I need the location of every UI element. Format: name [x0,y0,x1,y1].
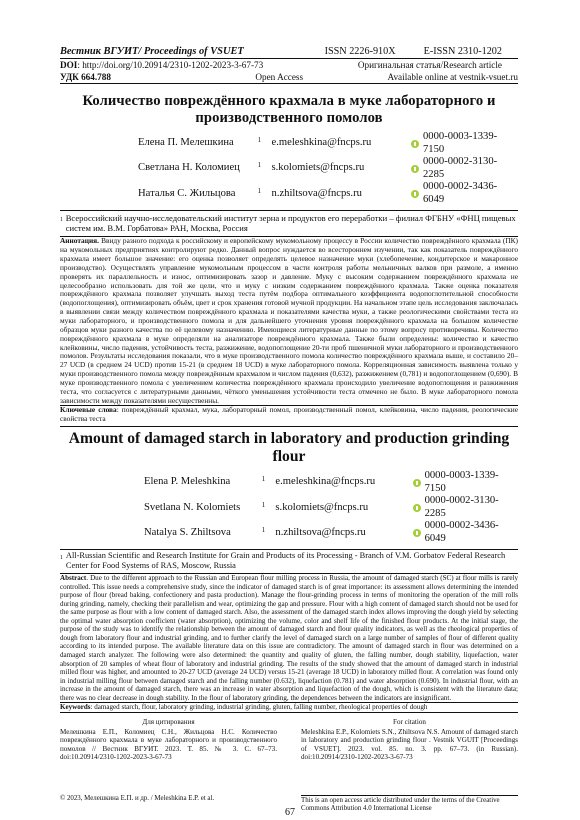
page-number: 67 [285,807,295,818]
author-name: Elena P. Meleshkina [144,476,231,488]
citation-heading-en: For citation [393,718,426,726]
author-name: Светлана Н. Коломиец [138,162,240,174]
citation-block [60,718,518,762]
orcid-icon [411,165,419,173]
orcid-link[interactable]: 0000-0002-3130-2285 [423,156,498,180]
doi-link[interactable]: : http://doi.org/10.20914/2310-1202-2023-3-67-73 [77,60,264,70]
article-page [60,45,518,713]
affiliation-text: All-Russian Scientific and Research Institute for Grain and Products of its Processing - Branch of V.M. Gorbatov Federal Research Center for Food Systems of RAS, Moscow, Russia [65,550,506,570]
orcid-link[interactable]: 0000-0002-3436-6049 [424,520,499,545]
author-name: Natalya S. Zhiltsova [144,526,231,538]
orcid-link[interactable]: 0000-0002-3130-2285 [424,495,499,519]
issn: ISSN 2226-910X [324,46,396,57]
orcid-link[interactable]: 0000-0003-1339-7150 [424,470,499,494]
author-name: Наталья С. Жильцова [138,187,236,199]
affiliation-en: 1 All-Russian Scientific and Research Institute for Grain and Products of its Processing - Branch of V.M. Gorbatov Federal Research Center for Food Systems of RAS, Moscow, Russia [60,549,518,571]
keywords-ru [60,405,518,424]
title-en: Amount of damaged starch in laboratory and production grinding flour [60,426,518,466]
keywords-en [60,702,518,713]
keywords-label: Keywords [60,703,91,712]
citation-text-en: Meleshkina E.P., Kolomiets S.N., Zhiltsova N.S. Amount of damaged starch in laboratory and production grinding flour . Vestnik VGUIT [Proceedings of VSUET]. 2023. vol. 85. no. 3. pp. 67–73. (in Russian). doi:10.20914/2310-1202-2023-3-67-73 [301,727,518,762]
affiliation-ru: 1 Всероссийский научно-исследовательский институт зерна и продуктов его переработки – филиал ФГБНУ «ФНЦ пищевых систем им. В.М. Горбатова» РАН, Москва, Россия [60,210,518,234]
journal-header [60,45,518,58]
author-email[interactable]: s.kolomiets@fncps.ru [271,162,365,174]
citation-heading-ru: Для цитирования [142,718,195,726]
citation-text-ru: Мелешкина Е.П., Коломиец С.Н., Жильцова Н.С. Количество повреждённого крахмала в муке лабораторного и производственного помолов // Вестник ВГУИТ. 2023. Т. 85. № 3. С. 67–73. doi:10.20914/2310-1202-2023-3-67-73 [60,727,277,762]
author-name: Елена П. Мелешкина [138,137,234,149]
keywords-text: : damaged starch, flour, laboratory grinding, industrial grinding, gluten, falling number, rheological properties of dough [90,703,428,712]
keywords-text: : повреждённый крахмал, мука, лабораторный помол, производственный помол, клейковина, число падения, реологические свойства теста [60,405,518,424]
authors-ru [138,131,518,207]
orcid-icon [413,529,421,537]
authors-en [144,470,518,546]
abstract-label: Аннотация. [60,236,99,246]
author-row: Natalya S. Zhiltsova 1 n.zhiltsova@fncps.ru 0000-0002-3436-6049 [144,520,518,545]
author-email[interactable]: s.kolomiets@fncps.ru [275,501,369,513]
orcid-link[interactable]: 0000-0003-1339-7150 [423,131,498,155]
abstract-text: . Due to the different approach to the Russian and European flour milling process in Russia, the amount of damaged starch (SC) at flour mills is rarely controlled. This issue needs a comprehensive study, since the indicator of damaged starch is of great importance: its assessment allows determining the intended purpose of flour (bread baking, confectionery and pasta production). Manage the flour-grinding process in terms of monitoring the operation of the mill rolls during grinding, namely, checking their parallelism and wear, optimizing the gap and pressure. Flour with a high content of damaged starch should not be used for the same purpose as flour with a low content of damaged starch. Also, the assessment of the damaged starch index allows improving the dough yield by selecting the optimal water absorption coefficient (water absorption), optimizing the volume, color and shelf life of the finished flour products. At the initial stage, the purpose of the study was to identify the relationship between the amount of damaged starch and flour quality indicators, as well as the rheological properties of dough from laboratory flour and industrial grinding, and to further clarify the level of damaged starch on a large number of samples of flour of different quality according to its intended purpose. The available literature data on this issue are contradictory. The amount of damaged starch in flour was determined on a damaged starch analyzer. The following were also determined: the quantity and quality of gluten, the falling number, dough stability, liquefaction, water absorption of 20 samples of wheat flour of laboratory and industrial grinding. The results of the study showed that the amount of damaged starch in industrial milled flour was higher, and amounted to 20-27 UCD (average 24 UCD) versus 15-21 (average 18 UCD) in laboratory milled flour. A correlation was found only in industrial milling flour between damaged starch and the falling number (0.632), liquefaction (0.781) and water absorption (0.690). In industrial flour, with an increase in the amount of damaged starch, there was an increase in water absorption and liquefaction of the dough, which is consistent with the literature data; there was no clear decrease in dough stability. In the flour of laboratory grinding, the dependences between the indicators are insignificant. [60,574,518,702]
license-note: This is an open access article distributed under the terms of the Creative Commons Attribution 4.0 International License [301,795,518,813]
eissn: E-ISSN 2310-1202 [423,46,502,57]
author-row: Елена П. Мелешкина 1 e.meleshkina@fncps.ru 0000-0003-1339-7150 [138,131,518,156]
keywords-label: Ключевые слова [60,405,117,415]
abstract-label: Abstract [60,574,87,583]
udk-row [60,71,518,84]
author-row: Svetlana N. Kolomiets 1 s.kolomiets@fncps.ru 0000-0002-3130-2285 [144,495,518,520]
author-row: Elena P. Meleshkina 1 e.meleshkina@fncps.ru 0000-0003-1339-7150 [144,470,518,495]
copyright: © 2023, Мелешкина Е.П. и др. / Meleshkina E.P. et al. [60,795,215,802]
abstract-text: Ввиду разного подхода к российскому и европейскому мукомольному процессу в России количество повреждённого крахмала (ПК) на мукомольных предприятиях контролируют редко. Данный вопрос нуждается во всестороннем изучении, так как показатель повреждённого крахмала имеет большое значение: его оценка позволяет определять целевое назначение муки (хлебопечение, кондитерское и макаронное производство). Осуществлять управление мукомольным процессом в части контроля работы мельничных валков при размоле, а именно проверять их параллельность и износ, оптимизировать зазор и давление. Муку с высоким содержанием повреждённого крахмала не целесообразно использовать для той же цели, что и муку с низким содержанием повреждённого крахмала. Также оценка показателя повреждённого крахмала позволяет улучшать выход теста путём подбора оптимального коэффициента водопоглотительной способности (водопоглощения), оптимизировать объём, цвет и срок хранения готовой мучной продукции. На начальном этапе цель исследования заключалась в выявлении связи между количеством повреждённого крахмала и показателями качества муки, а также реологическими свойствами теста из муки лабораторного, и производственного помола и для дальнейшего уточнения уровня повреждённого крахмала на большом количестве образцов муки разного качества по её целевому назначению. Имеющиеся литературные данные по этому вопросу противоречивы. Количество повреждённого крахмала в муке определяли на анализаторе повреждённого крахмала. Также были определены: количество и качество клейковины, число падения, устойчивость теста, разжижение, водопоглощение 20-ти проб пшеничной муки лабораторного и производственного помолов. Результаты исследования показали, что в муке производственного помола количество повреждённого крахмала выше, и составило 20–27 UCD (в среднем 24 UCD) против 15-21 (в среднем 18 UCD) в муке лабораторного помола. Корреляционная зависимость выявлена только у муки производственного помола между повреждённым крахмалом и числом падения (0,632), разжижением (0,781) и водопоглощением (0,690). В муке производственного помола с увеличением количества повреждённого крахмала происходило увеличение водопоглощения и разжижения теста, что согласуется с литературными данными, чёткого уменьшения устойчивости теста отмечено не было. В муке лабораторного помола зависимости между показателями несущественны. [60,236,518,405]
author-email[interactable]: n.zhiltsova@fncps.ru [275,526,366,538]
doi-row [60,59,518,71]
journal-name: Вестник ВГУИТ/ Proceedings of VSUET [60,46,244,57]
title-ru: Количество повреждённого крахмала в муке лабораторного и производственного помолов [82,93,496,126]
affiliation-text: Всероссийский научно-исследовательский институт зерна и продуктов его переработки – филиал ФГБНУ «ФНЦ пищевых систем им. В.М. Горбатова» РАН, Москва, Россия [65,212,516,233]
author-name: Svetlana N. Kolomiets [144,501,241,513]
author-email[interactable]: e.meleshkina@fncps.ru [275,476,376,488]
udk: УДК 664.788 [60,72,111,82]
available-online-link[interactable]: Available online at vestnik-vsuet.ru [387,72,518,82]
author-email[interactable]: n.zhiltsova@fncps.ru [271,187,362,199]
abstract-ru [60,236,518,405]
doi-label: DOI [60,60,78,70]
orcid-icon [411,190,419,198]
open-access: Open Access [255,72,304,82]
orcid-icon [413,504,421,512]
abstract-en [60,573,518,702]
orcid-icon [411,140,419,148]
orcid-icon [413,479,421,487]
author-email[interactable]: e.meleshkina@fncps.ru [271,137,372,149]
author-row: Светлана Н. Коломиец 1 s.kolomiets@fncps.ru 0000-0002-3130-2285 [138,156,518,181]
orcid-link[interactable]: 0000-0002-3436-6049 [423,181,498,205]
author-row: Наталья С. Жильцова 1 n.zhiltsova@fncps.ru 0000-0002-3436-6049 [138,181,518,206]
article-type: Оригинальная статья/Research article [357,60,502,70]
